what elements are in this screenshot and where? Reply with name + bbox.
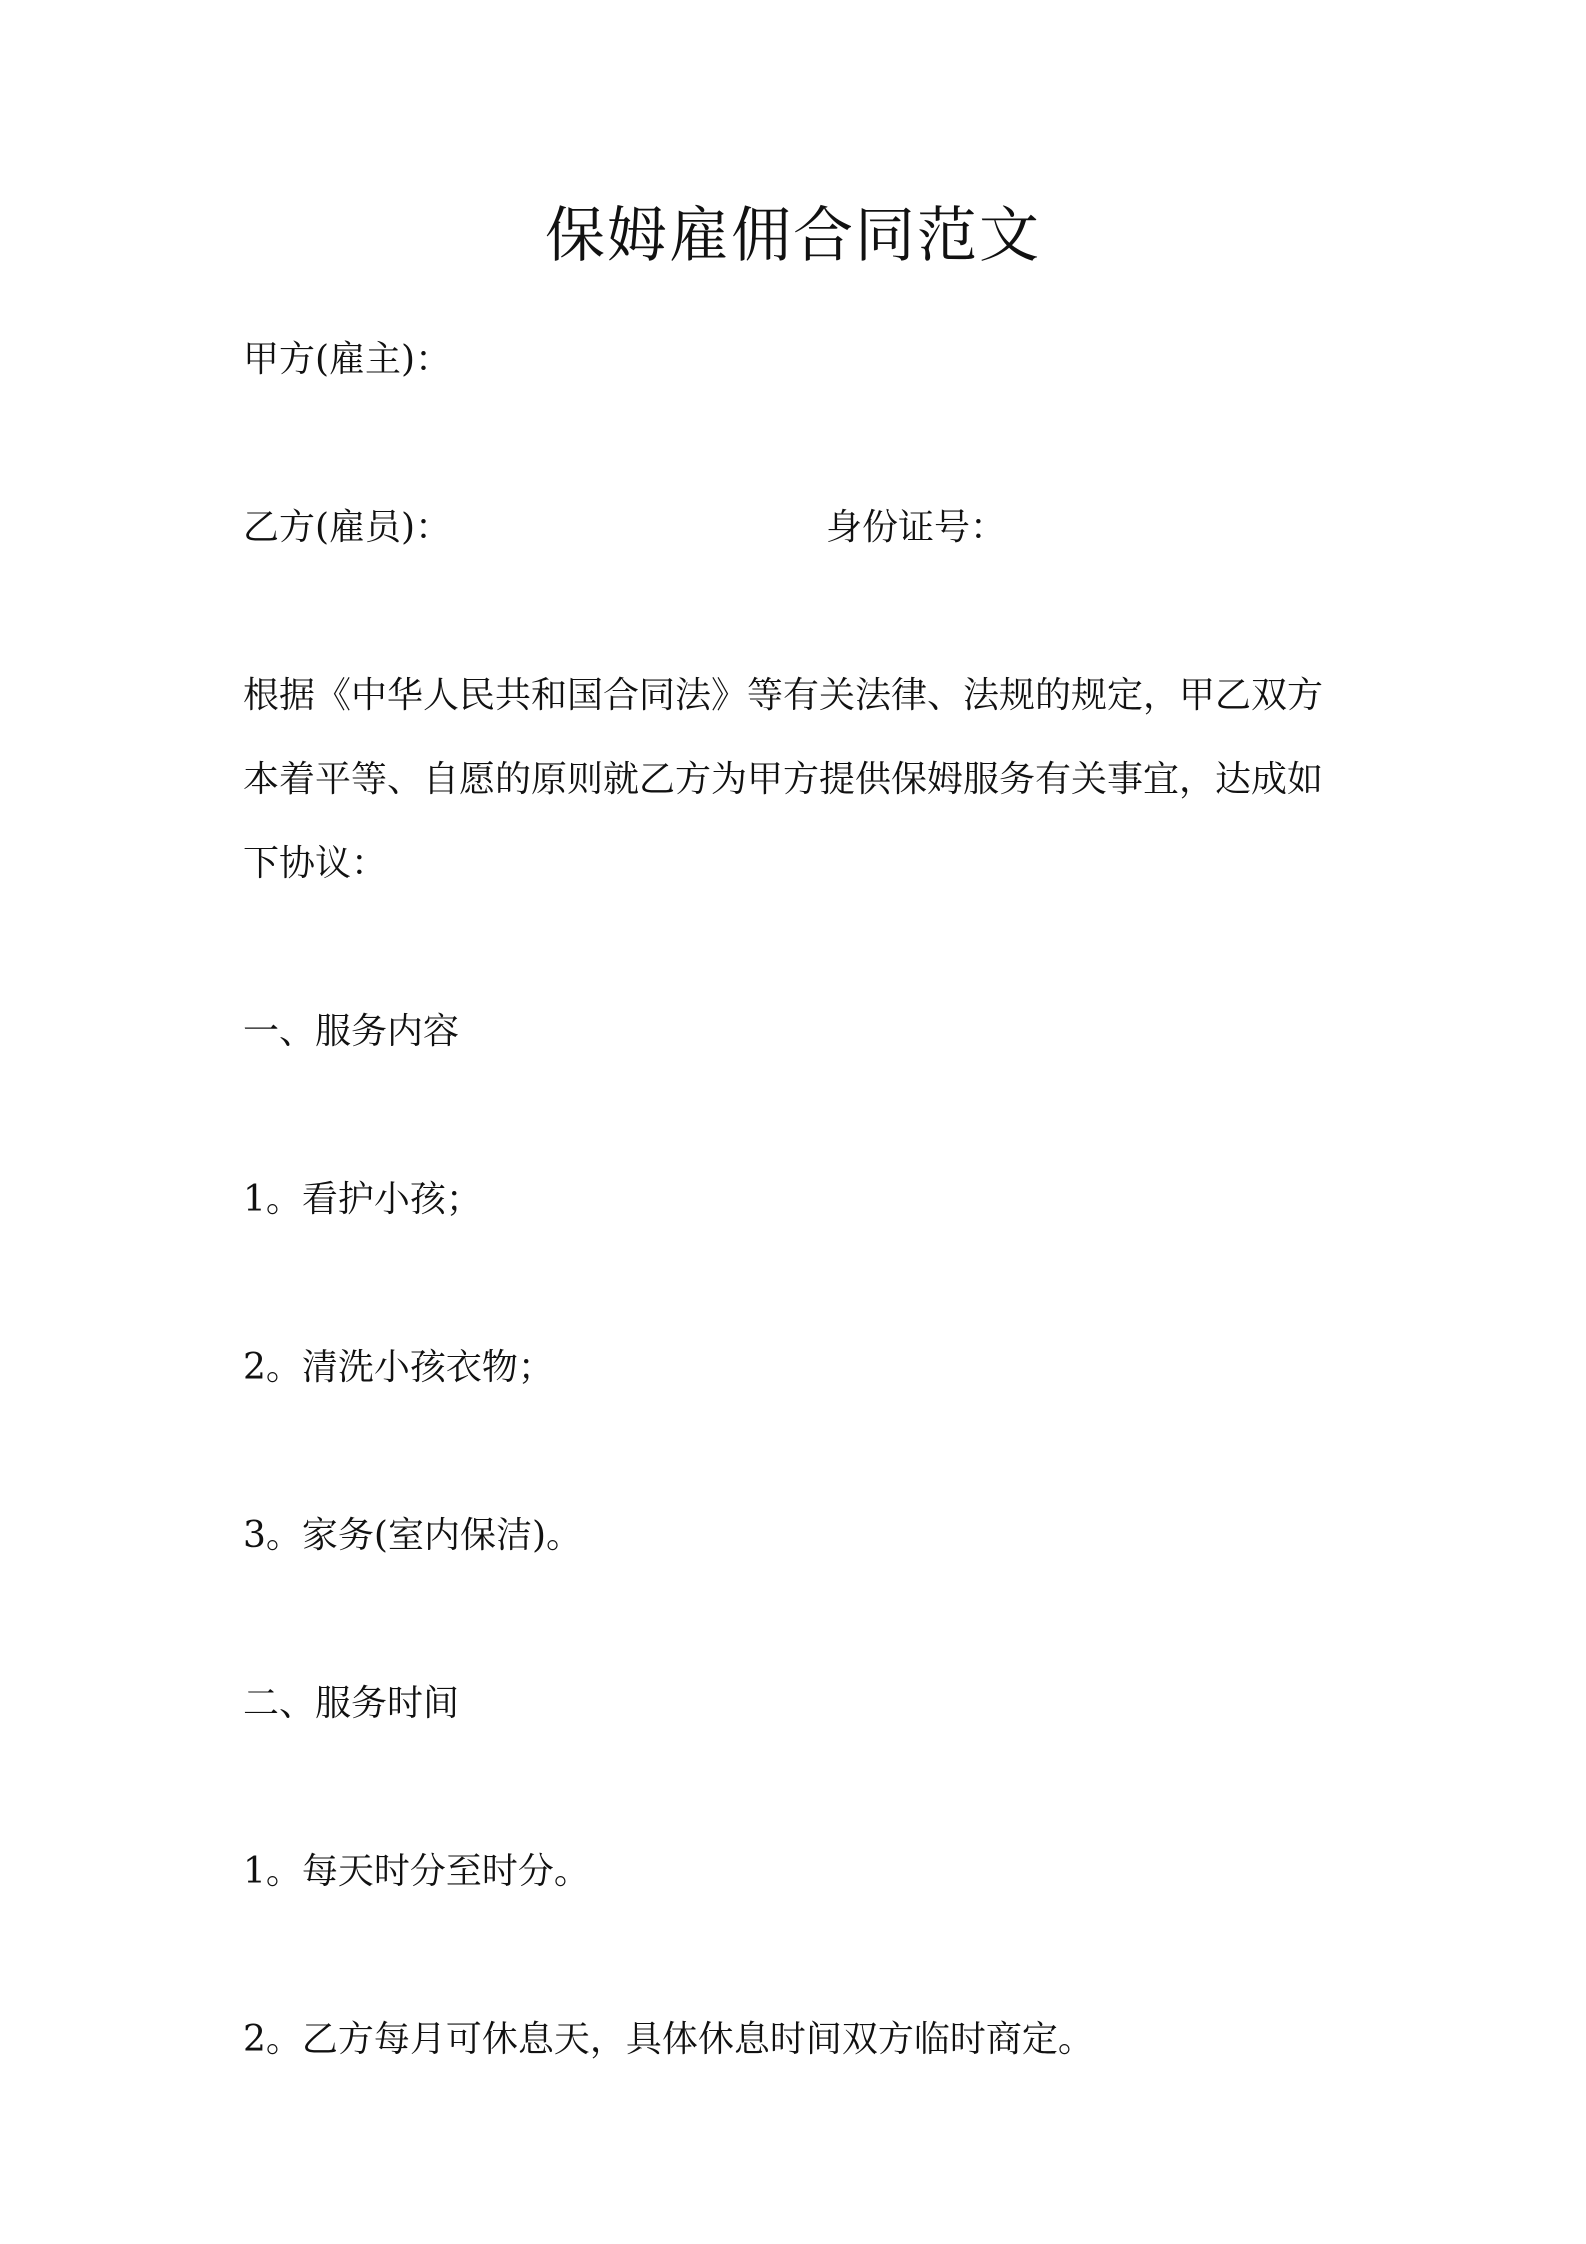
intro-line-1: 根据《中华人民共和国合同法》等有关法律、法规的规定，甲乙双方 — [243, 675, 1324, 716]
list-item: 1。看护小孩； — [243, 1179, 482, 1220]
intro-paragraph — [243, 654, 1363, 906]
list-item: 3。家务(室内保洁)。 — [243, 1515, 582, 1556]
party-a-label: 甲方(雇主)： — [243, 339, 452, 380]
intro-line-2: 本着平等、自愿的原则就乙方为甲方提供保姆服务有关事宜，达成如 — [243, 759, 1324, 800]
section-heading-service-content: 一、服务内容 — [243, 1011, 460, 1052]
document-title: 保姆雇佣合同范文 — [545, 201, 1041, 271]
id-number-label: 身份证号： — [826, 507, 1007, 548]
list-item: 1。每天时分至时分。 — [243, 1851, 590, 1892]
list-item: 2。乙方每月可休息天，具体休息时间双方临时商定。 — [243, 2019, 1094, 2060]
intro-line-3: 下协议： — [243, 843, 388, 884]
list-item: 2。清洗小孩衣物； — [243, 1347, 554, 1388]
section-heading-service-time: 二、服务时间 — [243, 1683, 460, 1724]
party-b-label: 乙方(雇员)： — [243, 507, 452, 548]
